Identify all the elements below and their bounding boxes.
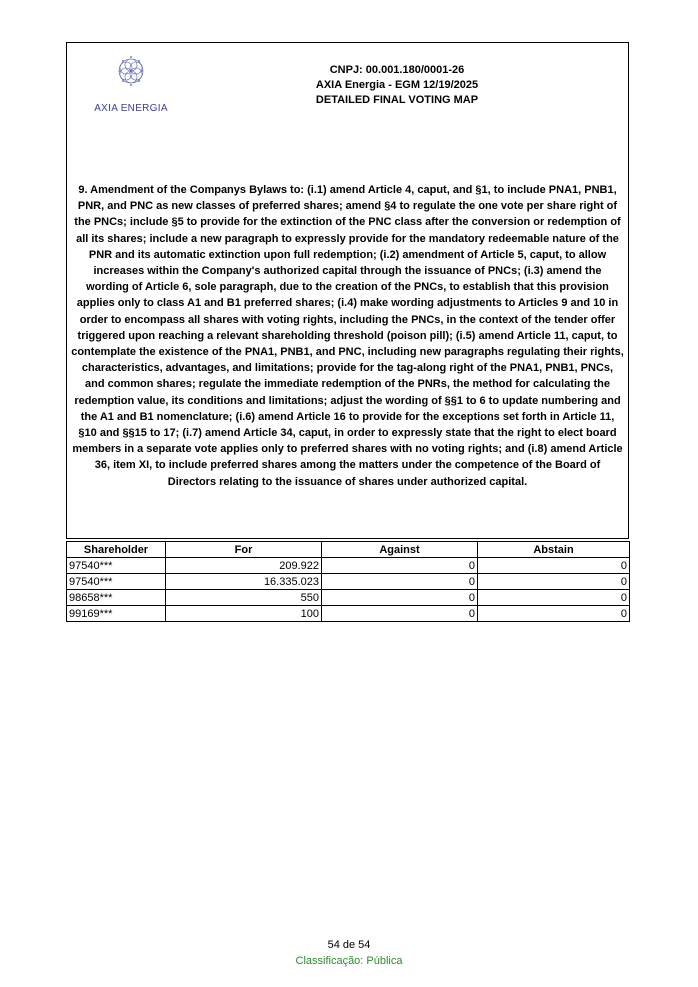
resolution-text: 9. Amendment of the Companys Bylaws to: (i.1) amend Article 4, caput, and §1, to include PNA1, PNB1, PNR, and PNC as new classes of preferred shares; amend §4 to regulate the one vote per share right of the PNCs; include §5 to provide for the extinction of the PNC class after the conversion or redemption of all its shares; include a new paragraph to expressly provide for the mandatory redeemable nature of the PNR and its automatic extinction upon full redemption; (i.2) amendment of Article 5, caput, to allow increases within the Company's authorized capital through the issuance of PNCs; (i.3) amend the wording of Article 6, sole paragraph, due to the creation of the PNCs, to establish that this provision applies only to class A1 and B1 preferred shares; (i.4) make wording adjustments to Articles 9 and 10 in order to encompass all shares with voting rights, including the PNCs, in the context of the tender offer triggered upon reaching a relevant shareholding threshold (poison pill); (i.5) amend Article 11, caput, to contemplate the existence of the PNA1, PNB1, and PNC, including new paragraphs regulating their rights, characteristics, advantages, and limitations; provide for the tag-along right of the PNA1, PNB1, PNCs, and common shares; regulate the immediate redemption of the PNRs, the method for calculating the redemption value, its conditions and limitations; adjust the wording of §§1 to 6 to update numbering and the A1 and B1 nomenclature; (i.6) amend Article 16 to provide for the exceptions set forth in Article 11, §10 and §§15 to 17; (i.7) amend Article 34, caput, in order to expressly state that the right to elect board members in a separate vote applies only to preferred shares with no voting rights; and (i.8) amend Article 36, item XI, to include preferred shares among the matters under the competence of the Board of Directors relating to the issuance of shares under authorized capital.	[71, 184, 624, 488]
table-row	[67, 558, 630, 574]
shareholder-cell: 97540***	[67, 558, 166, 574]
column-header: Abstain	[478, 542, 630, 558]
document-frame	[66, 42, 629, 539]
column-header: For	[166, 542, 322, 558]
cnpj-line: CNPJ: 00.001.180/0001-26	[329, 64, 465, 76]
abstain-cell: 0	[478, 558, 630, 574]
page-number: 54 de 54	[327, 939, 371, 951]
document-title: DETAILED FINAL VOTING MAP	[315, 94, 479, 106]
voting-table	[66, 541, 630, 622]
shareholder-cell: 97540***	[67, 574, 166, 590]
table-row	[67, 574, 630, 590]
document-header	[247, 63, 547, 108]
table-row	[67, 606, 630, 622]
classification-label: Classificação: Pública	[295, 955, 403, 967]
against-cell: 0	[322, 558, 478, 574]
against-cell: 0	[322, 606, 478, 622]
shareholder-cell: 98658***	[67, 590, 166, 606]
meeting-line: AXIA Energia - EGM 12/19/2025	[315, 79, 479, 91]
against-cell: 0	[322, 590, 478, 606]
column-header: Against	[322, 542, 478, 558]
table-header-row	[67, 542, 630, 558]
abstain-cell: 0	[478, 590, 630, 606]
logo-wordmark: AXIA ENERGIA	[94, 103, 168, 114]
table-row	[67, 590, 630, 606]
company-logo	[81, 51, 181, 114]
column-header: Shareholder	[67, 542, 166, 558]
for-cell: 209.922	[166, 558, 322, 574]
for-cell: 16.335.023	[166, 574, 322, 590]
axia-emblem-icon	[117, 51, 145, 91]
for-cell: 550	[166, 590, 322, 606]
abstain-cell: 0	[478, 574, 630, 590]
against-cell: 0	[322, 574, 478, 590]
shareholder-cell: 99169***	[67, 606, 166, 622]
for-cell: 100	[166, 606, 322, 622]
abstain-cell: 0	[478, 606, 630, 622]
